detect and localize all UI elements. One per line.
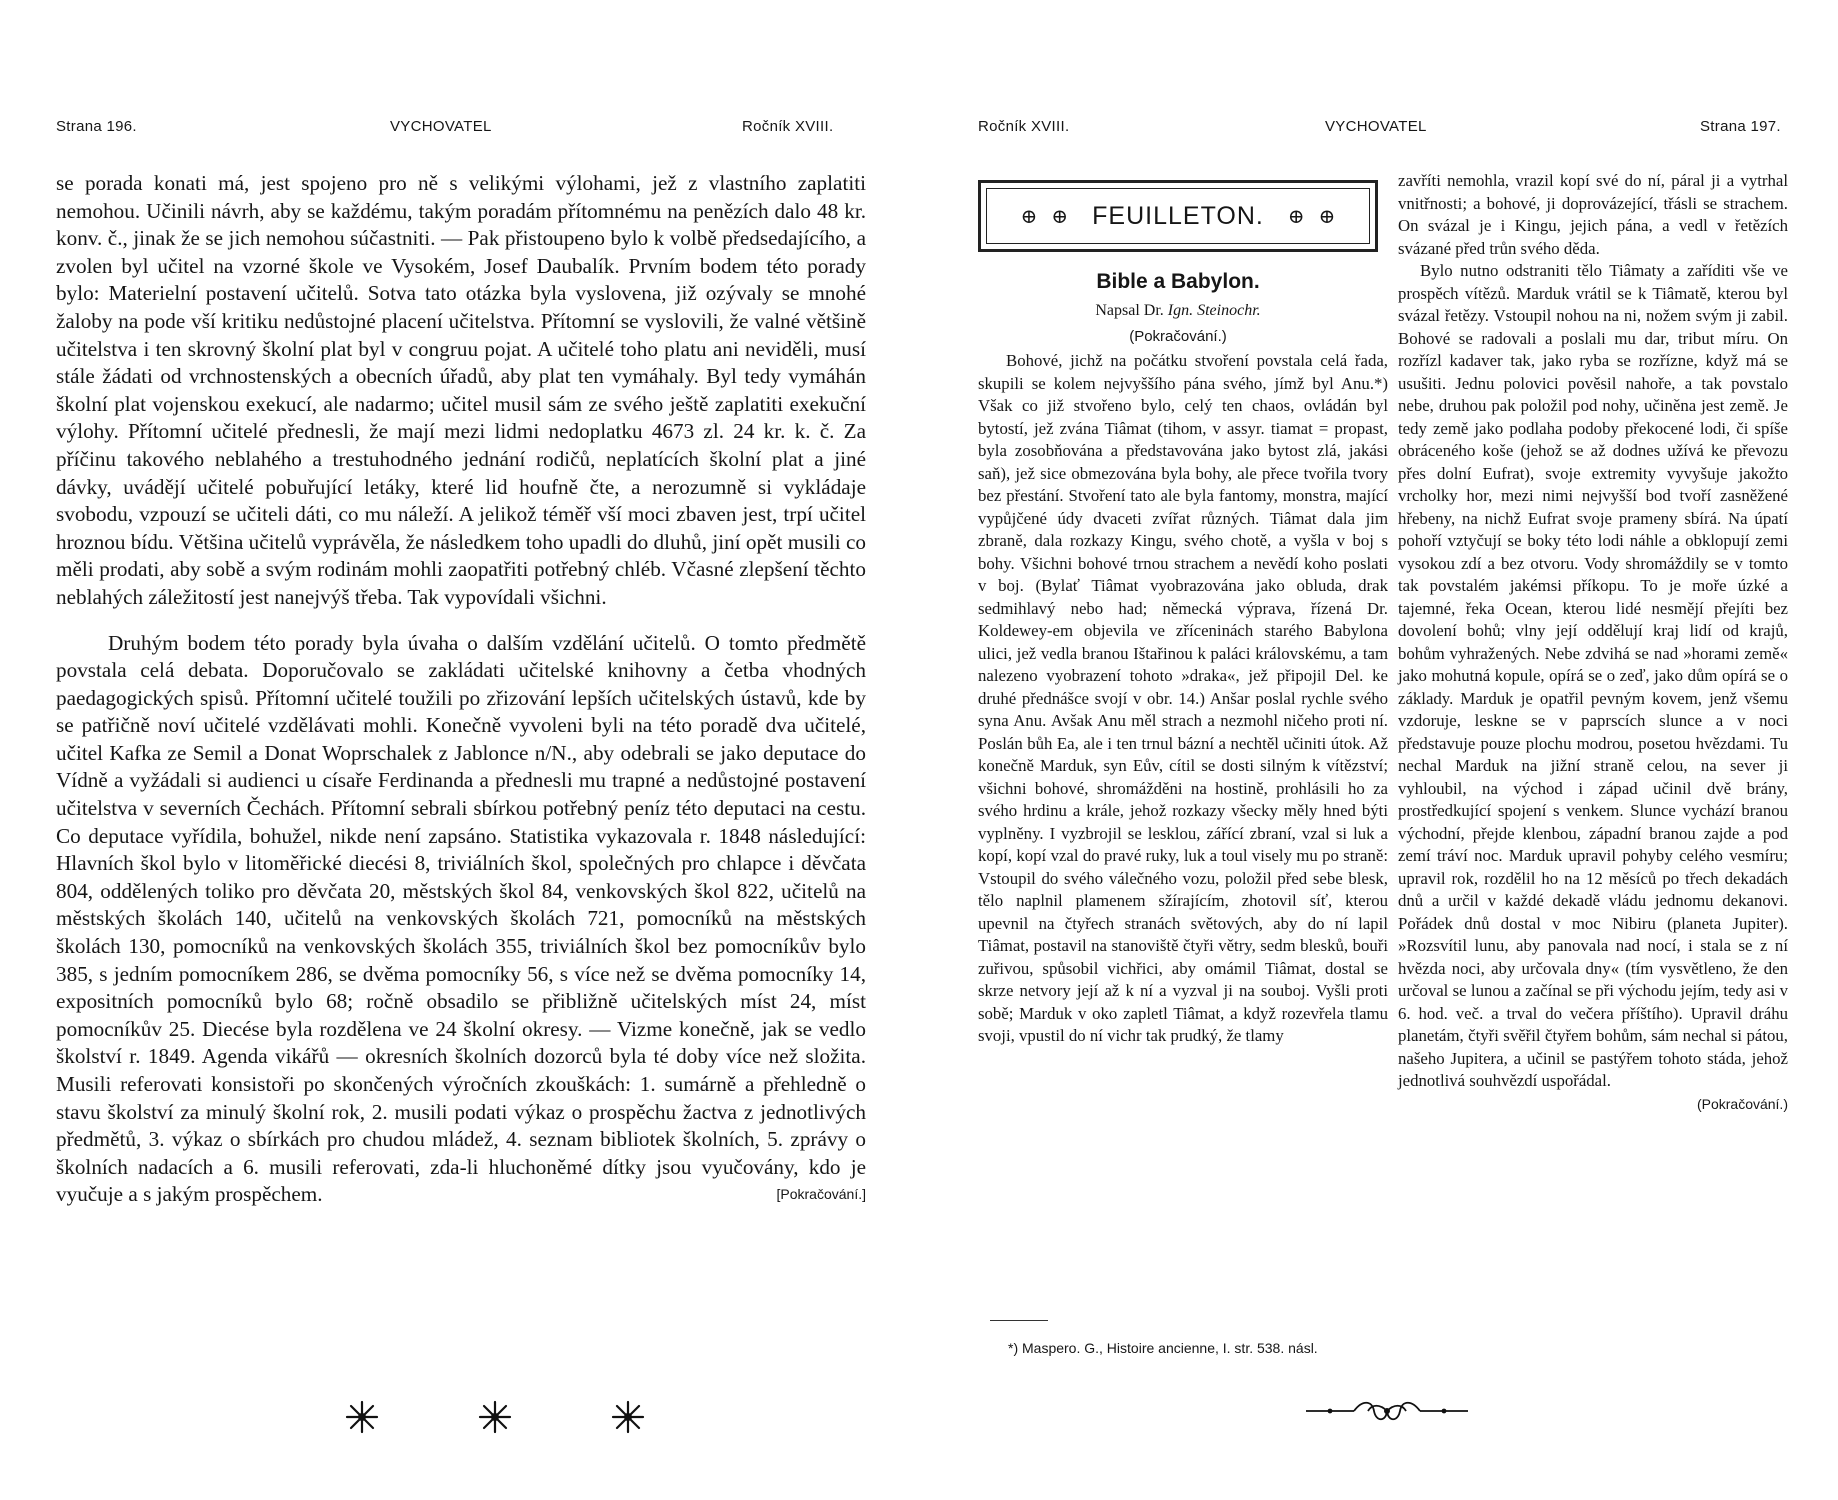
left-paragraph-2 [56, 630, 866, 1209]
feuilleton-heading: FEUILLETON. [1092, 201, 1264, 230]
cross-ornament-icon: ⊕ [1051, 205, 1069, 228]
feuilleton-column-1 [978, 350, 1388, 1048]
right-continued-note: (Pokračování.) [1696, 1095, 1788, 1112]
author-name: Ign. Steinochr. [1167, 302, 1261, 319]
cross-ornament-icon: ⊕ [1287, 205, 1305, 228]
cross-ornament-icon: ⊕ [1318, 205, 1336, 228]
cross-ornament-icon: ⊕ [1020, 205, 1038, 228]
right-page-number: Strana 197. [1700, 118, 1781, 135]
left-paragraph-1: se porada konati má, jest spojeno pro ně s velikými výlohami, jež z vlastního zaplatiti nemohou. Učinili návrh, aby se každému, takým poradám přítomnému na penězích dalo 48 kr. konv. č., jinak že se jich nemohou súčastniti. — Pak přistoupeno bylo k volbě předsedajícího, a zvolen byl učitel na vzorné škole ve Vysokém, Josef Daubalík. Prvním bodem této porady bylo: Materielní postavení učitelů. Sotva tato otázka byla vyslovena, již ozývaly se mnohé žaloby na pode vší kritiku nedůstojné placení učitelstva. Přítomní se vyslovili, že valné většině učitelstva i ten skrovný školní plat byl v congruu pojat. A učitelé toho platu ani neviděli, musí stále žádati od vrchnostenských a obecních úřadů, aby plat ten vymáhaly. Byl tedy vymáhán školní plat vojenskou exekucí, ale nadarmo; učitel musil sám ze svého ještě zaplatiti exekuční výlohy. Přítomní učitelé přednesli, že mají mezi lidmi nedoplatku 4673 zl. 24 kr. k. č. Za příčinu takového neblahého a trestuhodného jednání rodičů, neplatících školní plat a jiné dávky, uvádějí učitelé pobuřující letáky, které lid houfně čte, a nerozumně si vykládaje svobodu, vzpouzí se učiteli dáti, co mu náleží. A jelikož téměř vší moci zbaven jest, trpí učitel hroznou bídu. Většina učitelů vyprávěla, že následkem toho upadli do dluhů, jiní opět musili co měli prodati, aby sobě a svým rodinám mohli zaopatřiti potřebný chléb. Včasné zlepšení těchto neblahých záležitostí jest nanejvýš třeba. Tak vypovídali všichni. [56, 171, 866, 609]
asterism-ornament [345, 1400, 645, 1434]
right-continued-wrap [1398, 1093, 1788, 1116]
left-page-body [56, 170, 866, 1209]
left-page-number: Strana 196. [56, 118, 137, 135]
right-volume: Ročník XVIII. [978, 118, 1070, 135]
right-running-title: VYCHOVATEL [1325, 118, 1427, 135]
article-continued-note: (Pokračování.) [1129, 328, 1227, 345]
left-running-title: VYCHOVATEL [390, 118, 492, 135]
left-continued-note: [Pokračování.] [776, 1186, 866, 1203]
feuilleton-paragraph-2: zavříti nemohla, vrazil kopí své do ní, páral ji a vytrhal vnitřnosti; a bohové, ji doprovázející, třásli se strachem. On svázal je i Kingu, jejich pána, a vedl v řetězích svázané před trůn svého děda. [1398, 171, 1788, 258]
star-ornament-icon [478, 1400, 512, 1434]
star-ornament-icon [345, 1400, 379, 1434]
feuilleton-column-2 [1398, 170, 1788, 1115]
feuilleton-heading-box [978, 180, 1378, 252]
author-prefix: Napsal Dr. [1095, 302, 1164, 319]
article-title: Bible a Babylon. [1096, 270, 1260, 293]
footnote: *) Maspero. G., Histoire ancienne, I. str. 538. násl. [1008, 1340, 1318, 1356]
footnote-rule [990, 1320, 1048, 1321]
floral-vignette-icon [1302, 1398, 1472, 1429]
article-byline [978, 302, 1378, 320]
left-paragraph-2-text: Druhým bodem této porady byla úvaha o dalším vzdělání učitelů. O tomto předmětě povstala celá debata. Doporučovalo se zakládati učitelské knihovny a četba vhodných paedagogických spisů. Přítomní učitelé toužili po zřizování lepších učitelských ústavů, kde by se patřičně noví učitelé vzdělávati mohli. Konečně vyvoleni byli na této poradě dva učitelé, učitel Kafka ze Semil a Donat Woprschalek z Jablonce n/N., aby odebrali se jako deputace do Vídně a vyžádali si audienci u císaře Ferdinanda a přednesli mu trapné a nedůstojné postavení učitelstva v severních Čechách. Přítomní sebrali sbírkou potřebný peníz této deputaci na cestu. Co deputace vyřídila, bohužel, nikde není zapsáno. Statistika vykazovala r. 1848 následující: Hlavních škol bylo v litoměřické diecési 8, triviálních škol, společných pro chlapce i děvčata 804, oddělených toliko pro děvčata 20, městských škol 84, venkovských škol 822, učitelů na městských školách 140, učitelů na venkovských školách 721, pomocníků na městských školách 130, pomocníků na venkovských školách 355, triviálních škol bez pomocníkův bylo 385, s jedním pomocníkem 286, se dvěma pomocníky 56, s více než se dvěma pomocníky 14, expositních pomocníků bylo 68; ročně obsadilo se přibližně učitelských míst 24, míst pomocníkův 25. Diecése byla rozdělena ve 24 školní okresy. — Vizme konečně, jak se vedlo školství r. 1849. Agenda vikářů — okresních školních dozorců byla té doby více než složita. Musili referovati konsistoři po skončených výročních zkouškách: 1. sumárně a přehledně o stavu školství za minulý školní rok, 2. musili podati výkaz o prospěchu žactva z jednotlivých předmětů, 3. výkaz o sbírkách pro chudou mládež, 4. seznam bibliotek školních, 5. zprávy o školních nadacích a 6. musili referovati, zda-li hluchoněmé dítky jsou vyučovány, kdo je vyučuje a s jakým prospěchem. [56, 630, 866, 1207]
left-volume: Ročník XVIII. [742, 118, 834, 135]
feuilleton-paragraph-3: Bylo nutno odstraniti tělo Tiâmaty a zaříditi vše ve prospěch vítězů. Marduk vrátil se k Tiâmatě, kterou byl svázal řetězy. Vstoupil nohou na ni, nožem svým ji zabil. Bohové se radovali a poslali mu dar, tribut míru. On rozřízl kadaver tak, jako ryba se rozřízne, když má se usušiti. Jednu polovici pověsil nahoře, a tak povstalo nebe, druhou pak položil pod nohy, učiněna jest země. Je tedy země jako podlaha podoby překocené lodi, či spíše obráceného koše (jehož se až dodnes užívá ke převozu přes dolní Eufrat), svoje extremity vyvyšuje jakožto vrcholky hor, mezi nimi nejvyšší bod tvoří zasněžené hřebeny, na nichž Eufrat svoje prameny sbírá. Na úpatí pohoří vztyčují se boky této lodi náhle a obklopují zemi vysokou zdí a bez otvoru. Vody shromáždily se v tomto tak povstalém jakémsi příkopu. To je moře úzké a tajemné, řeka Ocean, kterou lidé nesmějí přejíti bez dovolení bohů; vlny její oddělují kraj lidí od krajů, bohům vyhražených. Nebe zdvihá se nad »horami země« jako mohutná kopule, opírá se o zeď, jako dům opírá se o základy. Marduk je opatřil pevným kovem, jenž všemu vzdoruje, leskne se v paprscích slunce a v noci představuje pouze plochu modrou, posetou hvězdami. Tu nechal Marduk na jižní straně celou, na sever ji vyhloubil, na východ i západ učinil dvě brány, prostředkující spojení s venkem. Slunce vychází branou východní, přejde klenbou, západní branou zajde a pod zemí tráví noc. Marduk upravil pohyby celého vesmíru; upravil rok, rozdělil ho na 12 měsíců po třech dekadách dnů a určil v každé dekadě vládu jednomu dekanovi. Pořádek dnů dostal v moc Nibiru (planeta Jupiter). »Rozsvítil lunu, aby panovala nad nocí, i stala se z ní hvězda noci, aby určovala dny« (tím vysvětleno, že den určoval se lunou a začínal se při východu jejím, tedy asi v 6. hod. več. a trval do večera příštího). Upravil dráhu planetám, čtyři svěřil čtyřem bohům, sám nechal si pátou, našeho Jupitera, a učinil se pastýřem tohoto stáda, jehož jednotlivá souhvězdí uspořádal. [1398, 261, 1788, 1090]
star-ornament-icon [611, 1400, 645, 1434]
feuilleton-paragraph-1: Bohové, jichž na počátku stvoření povstala celá řada, skupili se kolem nejvyššího pána svého, jímž byl Anu.*) Však co již stvořeno bylo, celý ten chaos, ovládán byl bytostí, jež zvána Tiâmat (tihom, v assyr. tiamat = propast, byla zosobňována a představována jako bytost zlá, jakási saň), jež sice obmezována byla bohy, ale přece tvořila tvory bez přestání. Stvoření tato ale byla fantomy, monstra, mající vypůjčené údy dvaceti zvířat různých. Tiâmat dala jim zbraně, dala rozkazy Kingu, svého chotě, a vyšla v boj s bohy. Všichni bohové trnou strachem a nevědí koho poslati v boj. (Bylať Tiâmat vyobrazována jako obluda, drak sedmihlavý nebo had; německá výprava, řízená Dr. Koldewey-em objevila ve zříceninách starého Babylona ulici, jež vedla branou Ištařinou k paláci královskému, a tam nalezeno vyobrazení tohoto »draka«, jež připojil Del. ke druhé přednášce svojí v obr. 14.) Anšar poslal rychle svého syna Anu. Avšak Anu měl strach a nezmohl ničeho proti ní. Poslán bůh Ea, ale i ten trnul bázní a nechtěl učiniti útok. Až konečně Marduk, syn Eův, cítil se dosti silným k vítězství; všichni bohové, shromážděni na hostině, prohlásili ho za svého hrdinu a krále, jehož rozkazy všecky měly hned býti vyplněny. I vyzbrojil se lesklou, zářící zbraní, vzal si luk a kopí, kopí vzal do pravé ruky, luk a toul visely mu po straně: Vstoupil do svého válečného vozu, položil před sebe blesk, tělo naplnil plamenem sžírajícím, zhotovil síť, kterou upevnil na čtyřech stranách světových, aby do ní lapil Tiâmat, postavil na stanoviště čtyři větry, sedm blesků, bouři zuřivou, spůsobil vichřici, aby omámil Tiâmat, dostal se skrze netvory její až k ní a vyzval ji na souboj. Vyšli proti sobě; Marduk v oko zapletl Tiâmat, a když rozevřela tlamu svoji, vpustil do ní vichr tak prudký, že tlamy [978, 351, 1388, 1045]
